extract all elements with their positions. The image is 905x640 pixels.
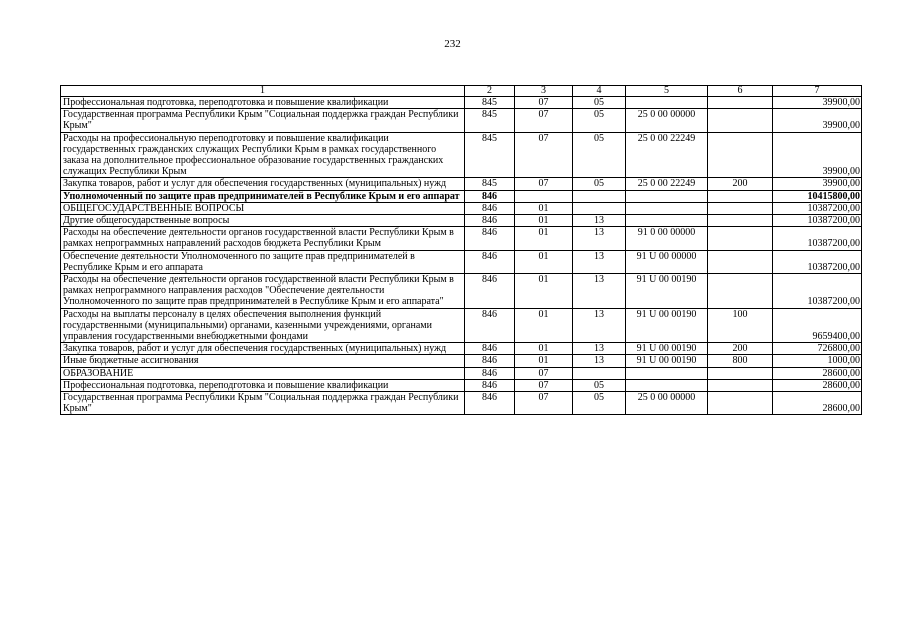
target-article-code [626,379,708,391]
amount: 10387200,00 [773,215,862,227]
chapter-code: 846 [465,274,515,309]
amount: 39900,00 [773,178,862,190]
amount: 39900,00 [773,109,862,132]
section-code: 01 [515,202,573,214]
table-row [61,367,862,379]
expense-type-code [708,227,773,250]
amount: 726800,00 [773,343,862,355]
section-code: 07 [515,367,573,379]
section-code: 07 [515,109,573,132]
row-name: Расходы на профессиональную переподготовку и повышение квалификации государственных гражданских служащих Республики Крым в рамках государственного заказа на дополнительное профессиональное образование государственных гражданских служащих Республики Крым [61,132,465,178]
subsection-code: 05 [573,109,626,132]
column-header: 4 [573,86,626,97]
amount: 28600,00 [773,367,862,379]
section-code: 01 [515,227,573,250]
expense-type-code [708,367,773,379]
chapter-code: 845 [465,109,515,132]
row-name: Другие общегосударственные вопросы [61,215,465,227]
subsection-code: 13 [573,343,626,355]
row-name: Закупка товаров, работ и услуг для обеспечения государственных (муниципальных) нужд [61,343,465,355]
row-name: Уполномоченный по защите прав предпринимателей в Республике Крым и его аппарат [61,190,465,202]
expense-type-code [708,379,773,391]
amount: 28600,00 [773,379,862,391]
expense-type-code [708,202,773,214]
expense-type-code [708,109,773,132]
subsection-code: 05 [573,97,626,109]
table-row [61,202,862,214]
column-number-row [61,86,862,97]
target-article-code: 91 0 00 00000 [626,227,708,250]
expense-type-code [708,132,773,178]
chapter-code: 846 [465,227,515,250]
row-name: Государственная программа Республики Крым "Социальная поддержка граждан Республики Крым" [61,109,465,132]
section-code: 01 [515,355,573,367]
subsection-code [573,367,626,379]
column-header: 1 [61,86,465,97]
target-article-code: 25 0 00 22249 [626,178,708,190]
chapter-code: 846 [465,343,515,355]
target-article-code: 25 0 00 00000 [626,392,708,415]
target-article-code: 91 U 00 00190 [626,308,708,343]
column-header: 7 [773,86,862,97]
row-name: ОБРАЗОВАНИЕ [61,367,465,379]
target-article-code [626,97,708,109]
amount: 10387200,00 [773,250,862,273]
chapter-code: 846 [465,379,515,391]
target-article-code [626,367,708,379]
table-row [61,109,862,132]
table-row [61,178,862,190]
amount: 10387200,00 [773,202,862,214]
table-row [61,308,862,343]
table-row [61,132,862,178]
target-article-code: 25 0 00 00000 [626,109,708,132]
table-row [61,379,862,391]
row-name: Закупка товаров, работ и услуг для обеспечения государственных (муниципальных) нужд [61,178,465,190]
chapter-code: 846 [465,202,515,214]
target-article-code [626,215,708,227]
expense-type-code [708,250,773,273]
section-code: 07 [515,178,573,190]
table-row [61,343,862,355]
amount: 10387200,00 [773,274,862,309]
chapter-code: 845 [465,178,515,190]
target-article-code [626,190,708,202]
row-name: Государственная программа Республики Крым "Социальная поддержка граждан Республики Крым" [61,392,465,415]
expense-type-code: 800 [708,355,773,367]
section-code: 01 [515,308,573,343]
expense-type-code [708,97,773,109]
row-name: ОБЩЕГОСУДАРСТВЕННЫЕ ВОПРОСЫ [61,202,465,214]
subsection-code: 13 [573,250,626,273]
amount: 39900,00 [773,132,862,178]
subsection-code: 13 [573,274,626,309]
section-code: 07 [515,379,573,391]
section-code: 07 [515,97,573,109]
table-row [61,190,862,202]
target-article-code: 91 U 00 00190 [626,274,708,309]
amount: 39900,00 [773,97,862,109]
chapter-code: 846 [465,215,515,227]
target-article-code: 91 U 00 00000 [626,250,708,273]
amount: 10415800,00 [773,190,862,202]
section-code: 01 [515,215,573,227]
subsection-code: 05 [573,392,626,415]
table-row [61,250,862,273]
chapter-code: 845 [465,97,515,109]
column-header: 2 [465,86,515,97]
row-name: Иные бюджетные ассигнования [61,355,465,367]
subsection-code: 13 [573,215,626,227]
row-name: Профессиональная подготовка, переподготовка и повышение квалификации [61,379,465,391]
budget-table [60,85,862,415]
section-code [515,190,573,202]
expense-type-code: 200 [708,178,773,190]
subsection-code: 05 [573,132,626,178]
expense-type-code [708,215,773,227]
subsection-code [573,190,626,202]
expense-type-code [708,392,773,415]
section-code: 01 [515,343,573,355]
target-article-code [626,202,708,214]
column-header: 3 [515,86,573,97]
row-name: Расходы на выплаты персоналу в целях обеспечения выполнения функций государственными (муниципальными) органами, казенными учреждениями, органами управления государственными внебюджетными фондами [61,308,465,343]
subsection-code: 13 [573,355,626,367]
section-code: 07 [515,392,573,415]
chapter-code: 846 [465,250,515,273]
subsection-code: 05 [573,178,626,190]
amount: 28600,00 [773,392,862,415]
target-article-code: 91 U 00 00190 [626,343,708,355]
expense-type-code [708,190,773,202]
subsection-code: 13 [573,227,626,250]
chapter-code: 846 [465,367,515,379]
row-name: Расходы на обеспечение деятельности органов государственной власти Республики Крым в рамках непрограммного направления расходов "Обеспечение деятельности Уполномоченного по защите прав предпринимателей в Республике Крым и его аппарата" [61,274,465,309]
amount: 1000,00 [773,355,862,367]
chapter-code: 846 [465,355,515,367]
amount: 9659400,00 [773,308,862,343]
table-row [61,392,862,415]
target-article-code: 91 U 00 00190 [626,355,708,367]
expense-type-code: 100 [708,308,773,343]
table-row [61,355,862,367]
section-code: 01 [515,274,573,309]
subsection-code [573,202,626,214]
row-name: Обеспечение деятельности Уполномоченного по защите прав предпринимателей в Республике Крым и его аппарата [61,250,465,273]
row-name: Расходы на обеспечение деятельности органов государственной власти Республики Крым в рамках непрограммных направлений расходов бюджета Республики Крым [61,227,465,250]
section-code: 01 [515,250,573,273]
expense-type-code [708,274,773,309]
chapter-code: 846 [465,308,515,343]
column-header: 5 [626,86,708,97]
expense-type-code: 200 [708,343,773,355]
column-header: 6 [708,86,773,97]
table-row [61,227,862,250]
row-name: Профессиональная подготовка, переподготовка и повышение квалификации [61,97,465,109]
table-row [61,215,862,227]
chapter-code: 846 [465,392,515,415]
section-code: 07 [515,132,573,178]
table-row [61,97,862,109]
amount: 10387200,00 [773,227,862,250]
table-row [61,274,862,309]
chapter-code: 845 [465,132,515,178]
subsection-code: 05 [573,379,626,391]
table-body [61,97,862,415]
target-article-code: 25 0 00 22249 [626,132,708,178]
subsection-code: 13 [573,308,626,343]
chapter-code: 846 [465,190,515,202]
page-number: 232 [444,38,461,50]
